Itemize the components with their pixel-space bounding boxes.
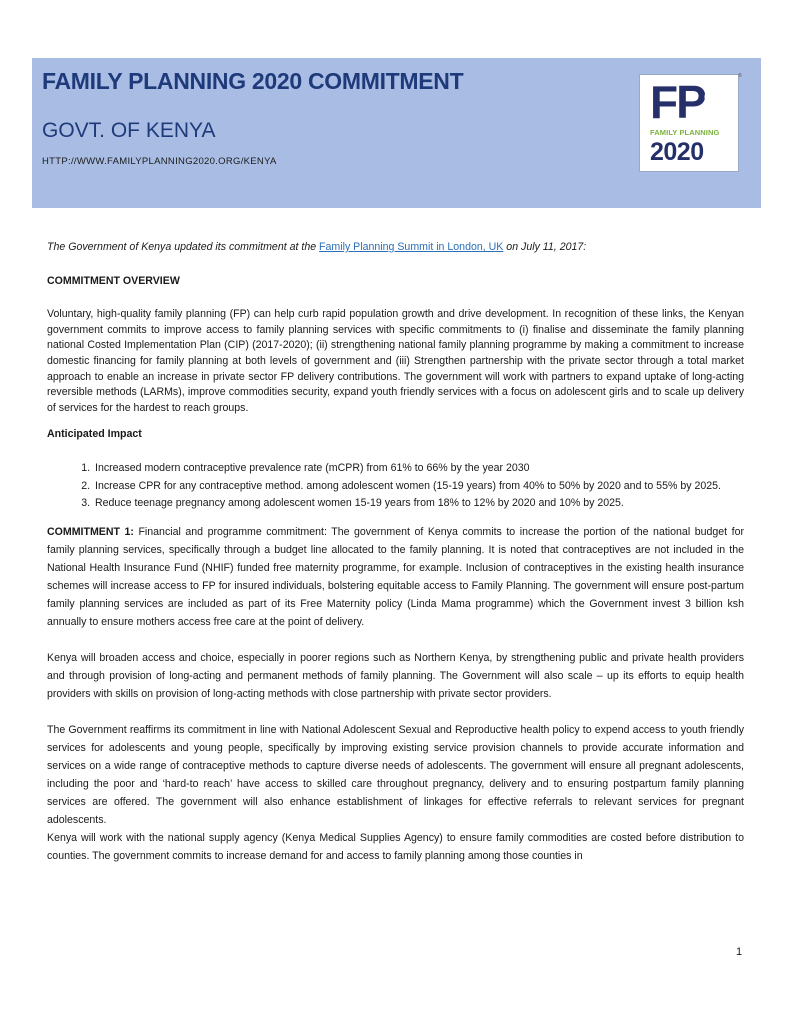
intro-text-after: on July 11, 2017:	[503, 241, 587, 253]
commitment-1-label: COMMITMENT 1:	[47, 525, 134, 538]
overview-paragraph: Voluntary, high-quality family planning (FP) can help curb rapid population growth and drive development. In recognition of these links, the Kenyan government commits to improve access to family planning services with specific commitments to (i) finalise and disseminate the family planning national Costed Implementation Plan (CIP) (2017-2020); (ii) strengthening national family planning programme by making a commitment to increase domestic financing for family planning at both levels of government and (iii) Strengthen partnership with the private sector through a total market approach to enable an increase in private sector FP delivery contributions. The government will work with partners to expand uptake of long-acting reversible methods (LARMs), improve commodities security, expand youth friendly services with a focus on adolescent girls and to scale up delivery of services for the hardest to reach groups.	[47, 308, 744, 414]
fp2020-logo	[639, 74, 739, 172]
overview-heading: COMMITMENT OVERVIEW	[47, 274, 180, 287]
impact-heading: Anticipated Impact	[47, 428, 142, 441]
document-body	[47, 240, 744, 876]
impact-list	[47, 461, 744, 512]
page-number: 1	[736, 946, 743, 958]
logo-tagline: FAMILY PLANNING	[650, 128, 720, 137]
intro-text-before: The Government of Kenya updated its commitment at the	[47, 241, 320, 253]
list-item: 2. Increase CPR for any contraceptive method. among adolescent women (15-19 years) from 40% to 50% by 2020 and to 55% by 2025.	[93, 479, 744, 495]
list-item: 3. Reduce teenage pregnancy among adolescent women 15-19 years from 18% to 12% by 2020 and 10% by 2025.	[93, 496, 744, 512]
summit-link[interactable]: Family Planning Summit in London, UK	[319, 241, 504, 253]
header-banner	[32, 58, 761, 208]
supply-paragraph: Kenya will work with the national supply agency (Kenya Medical Supplies Agency) to ensure family commodities are costed before distribution to counties. The government commits to increase demand for and access to family planning among those counties in	[47, 831, 744, 862]
trademark-symbol: ®	[738, 73, 742, 79]
logo-letters: FP	[650, 76, 705, 128]
commitment-1-paragraph	[47, 523, 744, 631]
document-subtitle: GOVT. OF KENYA	[42, 119, 216, 142]
list-item: 1. Increased modern contraceptive prevalence rate (mCPR) from 61% to 66% by the year 2030	[93, 461, 744, 477]
document-title: FAMILY PLANNING 2020 COMMITMENT	[42, 68, 464, 94]
logo-year: 2020	[650, 138, 704, 166]
source-url: HTTP://WWW.FAMILYPLANNING2020.ORG/KENYA	[42, 156, 277, 167]
access-paragraph: Kenya will broaden access and choice, especially in poorer regions such as Northern Kenya, by strengthening public and private health providers and through provision of long-acting and permanent methods of family planning. The Government will also scale – up its efforts to equip health providers with skills on provision of long-acting methods with close partnership with private sector providers.	[47, 651, 744, 700]
venus-symbol-icon	[700, 87, 726, 117]
adolescent-paragraph: The Government reaffirms its commitment in line with National Adolescent Sexual and Reproductive health policy to expend access to youth friendly services for adolescents and young people, specifically by improving existing service provision channels to provide accurate information and services on a wide range of contraceptive methods to capture diverse needs of adolescents. The government will ensure all pregnant adolescents, including the poor and ‘hard-to reach’ have access to skilled care throughout pregnancy, delivery and to ensuring postpartum family planning services are offered. The government will also enhance establishment of linkages for effective referrals to relevant services for pregnant adolescents.	[47, 723, 744, 826]
commitment-1-text: Financial and programme commitment: The government of Kenya commits to increase the portion of the national budget for family planning services, specifically through a budget line allocated to the family planning. It is noted that contraceptives are not included in the National Health Insurance Fund (NHIF) funded free maternity programme, for example. Inclusion of contraceptives in the existing health insurance schemes will increase access to FP for insured individuals, bolstering equitable access to Family Planning. The government will ensure post-partum family planning services are included as part of its Free Maternity policy (Linda Mama programme) which the Government invest 3 billion ksh annually to ensure mothers access free care at the point of delivery.	[47, 525, 744, 628]
intro-paragraph	[47, 240, 744, 256]
